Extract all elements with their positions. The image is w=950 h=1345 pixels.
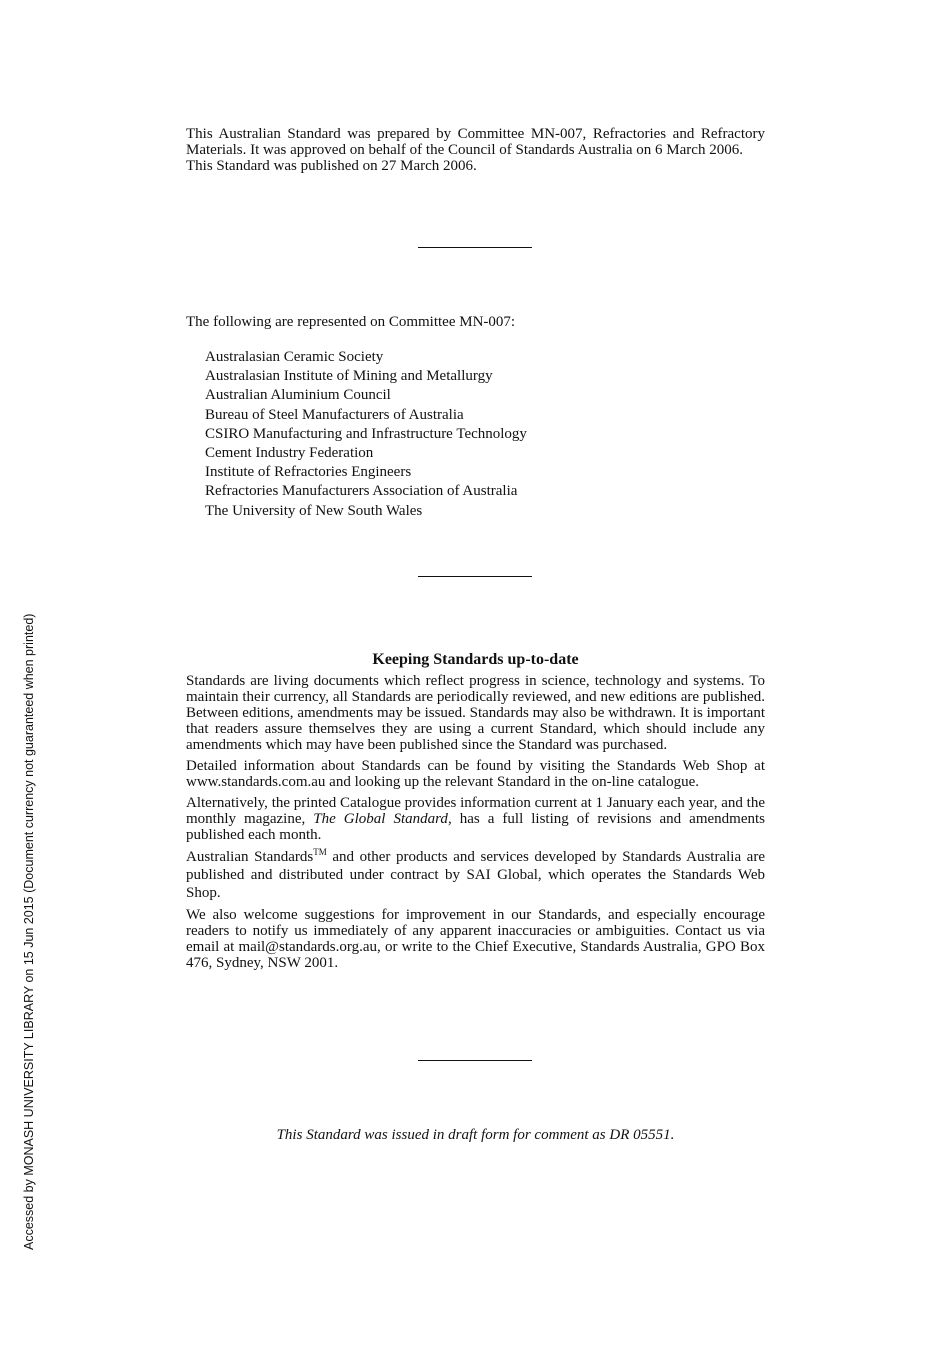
committee-member: Bureau of Steel Manufacturers of Australia	[205, 406, 464, 423]
section-heading: Keeping Standards up-to-date	[372, 651, 579, 668]
committee-member: Refractories Manufacturers Association of Australia	[205, 483, 518, 500]
paragraph-sai-global	[186, 848, 765, 902]
sai-text-start: Australian Standards	[186, 849, 314, 865]
section-divider	[418, 247, 532, 248]
section-divider	[418, 1060, 532, 1061]
committee-member: Australasian Institute of Mining and Metallurgy	[205, 368, 493, 385]
approval-published: This Standard was published on 27 March 2006.	[186, 158, 477, 174]
paragraph-suggestions: We also welcome suggestions for improvement in our Standards, and especially encourage readers to notify us immediately of any apparent inaccuracies or ambiguities. Contact us via email at mail@standards.org.au, or write to the Chief Executive, Standards Australia, GPO Box 476, Sydney, NSW 2001.	[186, 907, 765, 971]
committee-intro: The following are represented on Committee MN-007:	[186, 314, 516, 330]
draft-note: This Standard was issued in draft form for comment as DR 05551.	[276, 1127, 675, 1143]
committee-member: The University of New South Wales	[205, 502, 423, 519]
paragraph-catalogue	[186, 795, 765, 843]
committee-member-list	[205, 348, 527, 521]
committee-member: Cement Industry Federation	[205, 445, 374, 462]
paragraph-living-documents: Standards are living documents which reflect progress in science, technology and systems. To maintain their currency, all Standards are periodically reviewed, and new editions are published. Between editions, amendments may be issued. Standards may also be withdrawn. It is important that readers assure themselves they are using a current Standard, which should include any amendments which may have been published since the Standard was purchased.	[186, 673, 765, 753]
catalogue-text-start: Alternatively, the printed Catalogue provides information current at 1 January each year, and the monthly magazine,	[186, 795, 765, 827]
section-divider	[418, 576, 532, 577]
approval-prepared: This Australian Standard was prepared by Committee MN-007, Refractories and Refractory Materials. It was approved on behalf of the Council of Standards Australia on 6 March 2006.	[186, 126, 765, 158]
committee-member: Australian Aluminium Council	[205, 387, 391, 404]
catalogue-text-end: , has a full listing of revisions and amendments published each month.	[186, 811, 765, 843]
approval-statement	[186, 126, 765, 174]
keeping-standards-body	[186, 673, 765, 976]
access-notice: Accessed by MONASH UNIVERSITY LIBRARY on 15 Jun 2015 (Document currency not guaranteed when printed)	[22, 613, 36, 1250]
magazine-title: The Global Standard	[313, 811, 448, 827]
committee-member: Australasian Ceramic Society	[205, 349, 384, 365]
sai-text-end: and other products and services developed by Standards Australia are published and distributed under contract by SAI Global, which operates the Standards Web Shop.	[186, 849, 765, 901]
committee-member: CSIRO Manufacturing and Infrastructure Technology	[205, 425, 527, 442]
trademark-mark: TM	[313, 847, 327, 857]
paragraph-web-shop: Detailed information about Standards can be found by visiting the Standards Web Shop at www.standards.com.au and looking up the relevant Standard in the on-line catalogue.	[186, 758, 765, 790]
committee-member: Institute of Refractories Engineers	[205, 464, 412, 481]
